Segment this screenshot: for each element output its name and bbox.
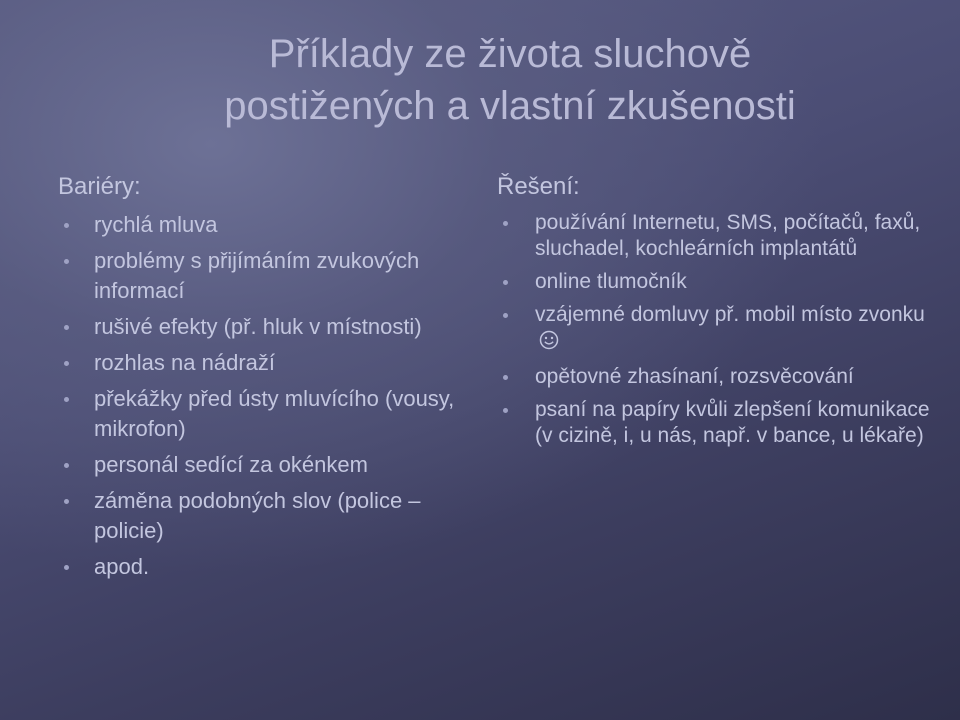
list-item: [497, 364, 937, 390]
bullet-icon: [503, 313, 508, 318]
list-item-text: záměna podobných slov (police – policie): [94, 488, 421, 543]
list-item-text: používání Internetu, SMS, počítačů, faxů, sluchadel, kochleárních implantátů: [535, 211, 921, 260]
solutions-list: [497, 210, 937, 449]
bullet-icon: [64, 463, 69, 468]
list-item: [58, 552, 458, 582]
list-item-text: online tlumočník: [535, 270, 687, 293]
bullet-icon: [64, 361, 69, 366]
list-item: [497, 210, 937, 262]
list-item: [58, 312, 458, 342]
bullet-icon: [64, 565, 69, 570]
list-item-text: vzájemné domluvy př. mobil místo zvonku: [535, 303, 925, 326]
list-item-text: apod.: [94, 554, 150, 579]
list-item: [497, 269, 937, 295]
list-item: [497, 302, 937, 357]
list-item: [58, 210, 458, 240]
bullet-icon: [503, 408, 508, 413]
bullet-icon: [503, 375, 508, 380]
list-item: [58, 450, 458, 480]
slide-title: [120, 28, 900, 132]
bullet-icon: [503, 280, 508, 285]
list-item: [58, 246, 458, 306]
list-item: [497, 397, 937, 449]
list-item-text: opětovné zhasínaní, rozsvěcování: [535, 365, 854, 388]
bullet-icon: [503, 221, 508, 226]
bullet-icon: [64, 397, 69, 402]
bullet-icon: [64, 325, 69, 330]
bullet-icon: [64, 259, 69, 264]
list-item: [58, 348, 458, 378]
smiley-face-icon: [539, 330, 559, 357]
list-item: [58, 486, 458, 546]
list-item-text: překážky před ústy mluvícího (vousy, mikrofon): [94, 386, 455, 441]
list-item-text: rychlá mluva: [94, 212, 218, 237]
solutions-heading: Řešení:: [497, 173, 580, 200]
list-item-text: rušivé efekty (př. hluk v místnosti): [94, 314, 422, 339]
list-item-text: psaní na papíry kvůli zlepšení komunikace (v cizině, i, u nás, např. v bance, u lékaře): [535, 398, 930, 447]
barriers-column: [58, 172, 458, 588]
barriers-list: [58, 210, 458, 582]
list-item: [58, 384, 458, 444]
bullet-icon: [64, 223, 69, 228]
barriers-heading: Bariéry:: [58, 173, 141, 200]
solutions-column: [497, 172, 937, 456]
list-item-text: rozhlas na nádraží: [94, 350, 275, 375]
title-line-2: postižených a vlastní zkušenosti: [224, 84, 796, 128]
bullet-icon: [64, 499, 69, 504]
list-item-text: problémy s přijímáním zvukových informací: [94, 248, 420, 303]
title-line-1: Příklady ze života sluchově: [268, 32, 752, 76]
list-item-text: personál sedící za okénkem: [94, 452, 368, 477]
